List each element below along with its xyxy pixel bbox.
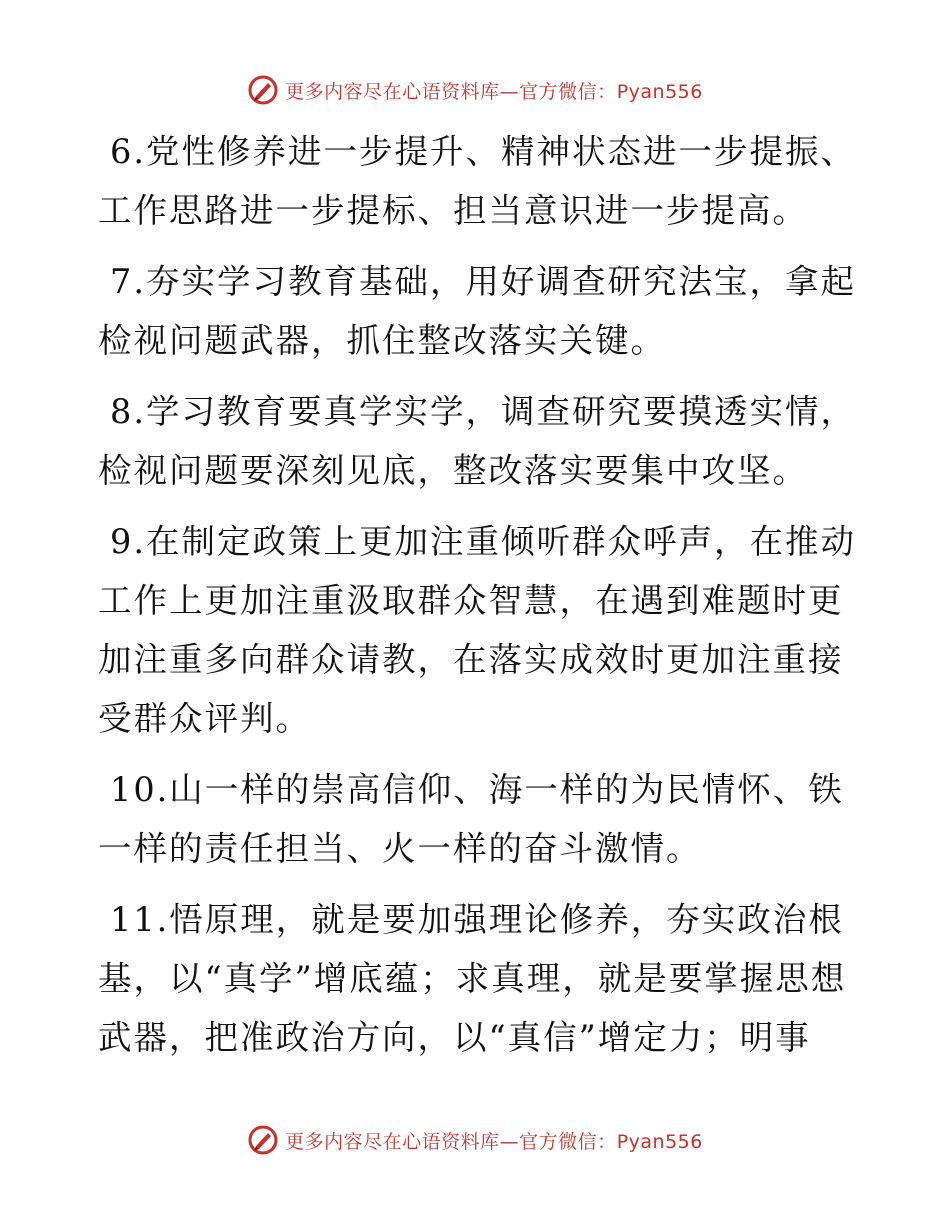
document-body xyxy=(98,122,858,1079)
paragraph-text: 8.学习教育要真学实学，调查研究要摸透实情，检视问题要深刻见底，整改落实要集中攻坚。 xyxy=(98,392,856,490)
watermark-account-id: Pyan556 xyxy=(616,1130,703,1153)
watermark-separator: — xyxy=(499,80,520,103)
watermark-separator: — xyxy=(499,1130,520,1153)
paragraph-item-7 xyxy=(98,252,858,370)
watermark-brand: 更多内容尽在心语资料库 xyxy=(285,80,500,103)
header-watermark xyxy=(0,70,950,110)
paragraph-item-6 xyxy=(98,122,858,240)
paragraph-text: 7.夯实学习教育基础，用好调查研究法宝，拿起检视问题武器，抓住整改落实关键。 xyxy=(98,262,856,360)
paragraph-item-8 xyxy=(98,382,858,500)
paragraph-item-9 xyxy=(98,512,858,748)
paragraph-text: 6.党性修养进一步提升、精神状态进一步提振、工作思路进一步提标、担当意识进一步提高。 xyxy=(98,132,856,230)
pen-nib-logo-icon xyxy=(247,74,279,106)
watermark-account-label: 官方微信： xyxy=(519,80,617,103)
footer-watermark xyxy=(0,1120,950,1160)
paragraph-text: 10.山一样的崇高信仰、海一样的为民情怀、铁一样的责任担当、火一样的奋斗激情。 xyxy=(98,770,844,868)
watermark-brand: 更多内容尽在心语资料库 xyxy=(285,1130,500,1153)
watermark-account-label: 官方微信： xyxy=(519,1130,617,1153)
paragraph-item-10 xyxy=(98,760,858,878)
paragraph-text: 9.在制定政策上更加注重倾听群众呼声，在推动工作上更加注重汲取群众智慧，在遇到难题时更加注重多向群众请教，在落实成效时更加注重接受群众评判。 xyxy=(98,522,856,738)
watermark-text xyxy=(285,77,703,104)
watermark-account-id: Pyan556 xyxy=(616,80,703,103)
paragraph-text: 11.悟原理，就是要加强理论修养，夯实政治根基，以“真学”增底蕴；求真理，就是要掌握思想武器，把准政治方向，以“真信”增定力；明事 xyxy=(98,900,847,1057)
pen-nib-logo-icon xyxy=(247,1124,279,1156)
watermark-text xyxy=(285,1127,703,1154)
paragraph-item-11 xyxy=(98,890,858,1067)
